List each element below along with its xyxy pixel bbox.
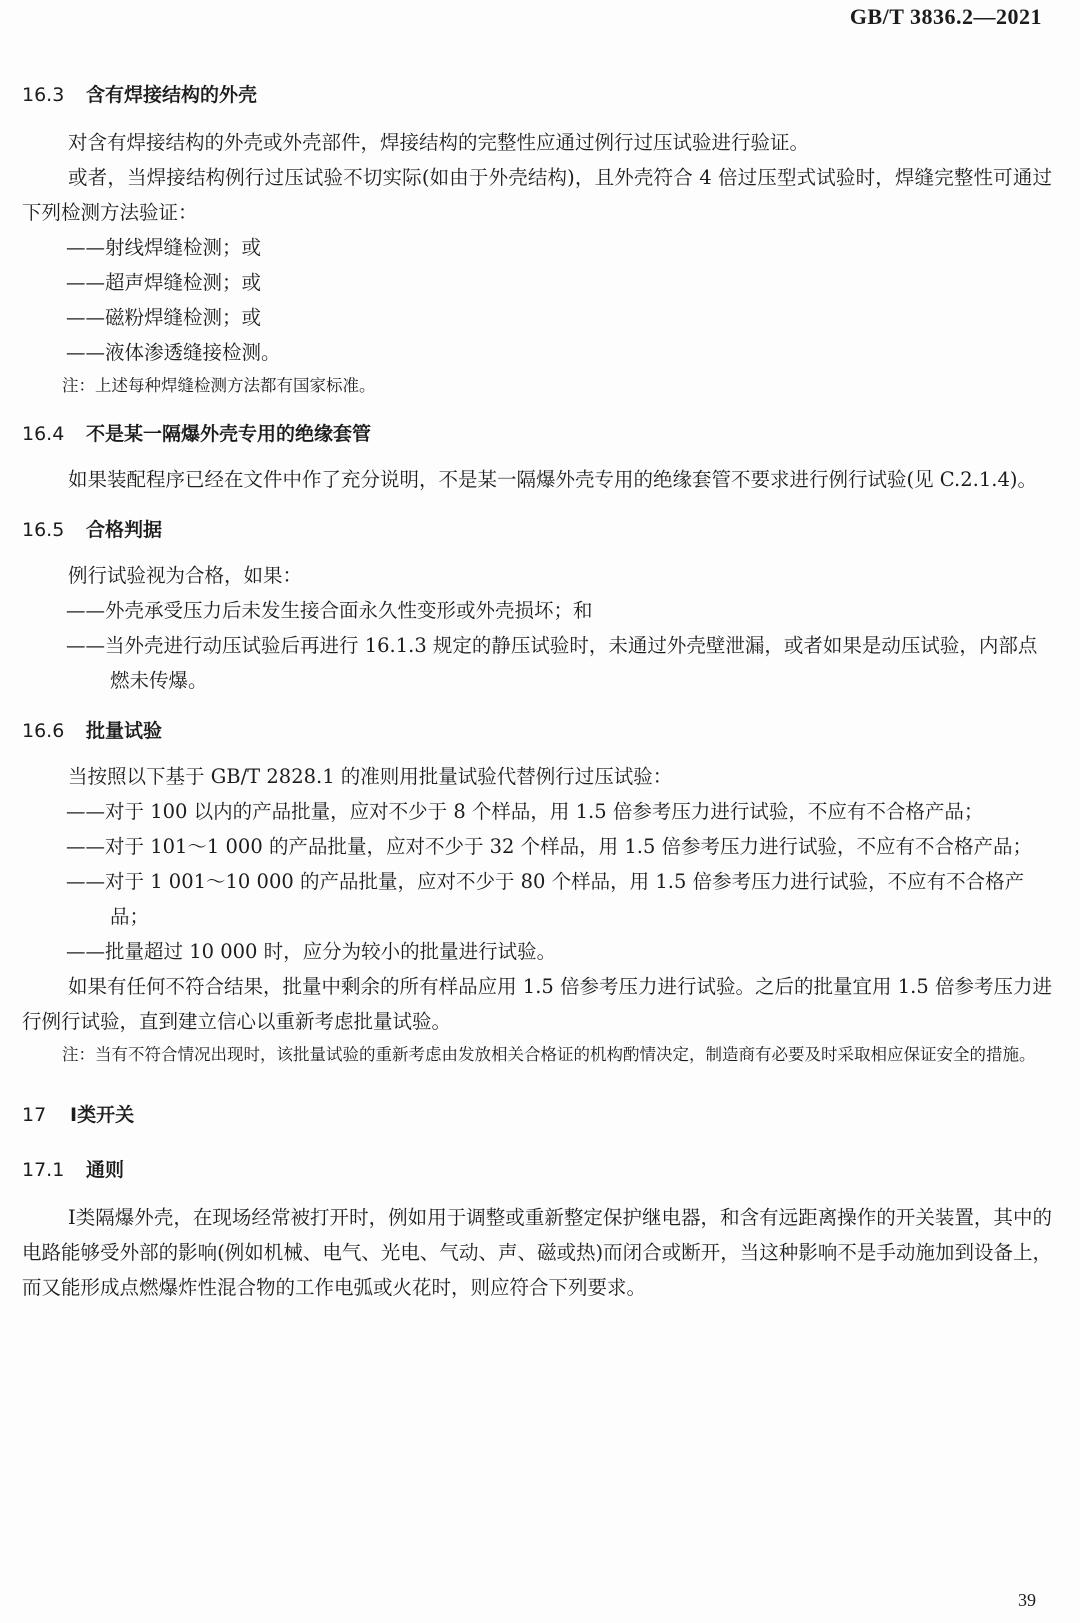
list-item: ——对于 1 001～10 000 的产品批量，应对不少于 80 个样品，用 1.5 倍参考压力进行试验，不应有不合格产品； bbox=[66, 870, 1025, 928]
standard-code: GB/T 3836.2—2021 bbox=[849, 4, 1042, 29]
section-number: 16.6 bbox=[22, 720, 65, 742]
list-item: ——批量超过 10 000 时，应分为较小的批量进行试验。 bbox=[66, 940, 557, 963]
list-item: ——外壳承受压力后未发生接合面永久性变形或外壳损坏；和 bbox=[66, 599, 593, 622]
section-title: 含有焊接结构的外壳 bbox=[86, 84, 258, 106]
page-number: 39 bbox=[1018, 1590, 1036, 1610]
section-16-4-heading bbox=[22, 419, 1052, 446]
section-number: 16.4 bbox=[22, 423, 65, 445]
paragraph: 如果装配程序已经在文件中作了充分说明，不是某一隔爆外壳专用的绝缘套管不要求进行例行试验(见 C.2.1.4)。 bbox=[68, 468, 1037, 491]
section-title: Ⅰ类开关 bbox=[70, 1104, 135, 1126]
list-item: ——当外壳进行动压试验后再进行 16.1.3 规定的静压试验时，未通过外壳壁泄漏，或者如果是动压试验，内部点燃未传爆。 bbox=[66, 634, 1038, 692]
section-17-1-heading bbox=[22, 1155, 1052, 1182]
paragraph: 当按照以下基于 GB/T 2828.1 的准则用批量试验代替例行过压试验： bbox=[68, 765, 673, 788]
section-number: 17.1 bbox=[22, 1159, 65, 1181]
section-16-3-heading bbox=[22, 80, 1052, 107]
section-title: 批量试验 bbox=[86, 720, 163, 742]
list-item: ——磁粉焊缝检测；或 bbox=[66, 306, 262, 329]
section-title: 通则 bbox=[86, 1159, 125, 1181]
section-16-5-heading bbox=[22, 515, 1052, 542]
section-title: 合格判据 bbox=[86, 519, 163, 541]
section-title: 不是某一隔爆外壳专用的绝缘套管 bbox=[86, 423, 372, 445]
section-number: 16.5 bbox=[22, 519, 65, 541]
paragraph: Ⅰ类隔爆外壳，在现场经常被打开时，例如用于调整或重新整定保护继电器，和含有远距离操作的开关装置，其中的电路能够受外部的影响(例如机械、电气、光电、气动、声、磁或热)而闭合或断开，当这种影响不是手动施加到设备上，而又能形成点燃爆炸性混合物的工作电弧或火花时，则应符合下列要求。 bbox=[22, 1206, 1052, 1299]
section-number: 16.3 bbox=[22, 84, 65, 106]
paragraph: 对含有焊接结构的外壳或外壳部件，焊接结构的完整性应通过例行过压试验进行验证。 bbox=[68, 131, 810, 154]
list-item: ——超声焊缝检测；或 bbox=[66, 271, 262, 294]
list-item: ——射线焊缝检测；或 bbox=[66, 236, 262, 259]
paragraph: 例行试验视为合格，如果： bbox=[68, 564, 303, 587]
section-16-6-heading bbox=[22, 716, 1052, 743]
paragraph: 或者，当焊接结构例行过压试验不切实际(如由于外壳结构)，且外壳符合 4 倍过压型式试验时，焊缝完整性可通过下列检测方法验证： bbox=[22, 166, 1052, 224]
clause-17-heading bbox=[22, 1100, 1052, 1127]
section-number: 17 bbox=[22, 1104, 47, 1126]
list-item: ——对于 100 以内的产品批量，应对不少于 8 个样品，用 1.5 倍参考压力进行试验，不应有不合格产品； bbox=[66, 800, 984, 823]
list-item: ——对于 101～1 000 的产品批量，应对不少于 32 个样品，用 1.5 倍参考压力进行试验，不应有不合格产品； bbox=[66, 835, 1033, 858]
list-item: ——液体渗透缝接检测。 bbox=[66, 341, 281, 364]
note: 注：当有不符合情况出现时，该批量试验的重新考虑由发放相关合格证的机构酌情决定，制造商有必要及时采取相应保证安全的措施。 bbox=[62, 1045, 1036, 1064]
note: 注：上述每种焊缝检测方法都有国家标准。 bbox=[62, 376, 376, 395]
paragraph: 如果有任何不符合结果，批量中剩余的所有样品应用 1.5 倍参考压力进行试验。之后的批量宜用 1.5 倍参考压力进行例行试验，直到建立信心以重新考虑批量试验。 bbox=[22, 975, 1052, 1033]
document-body bbox=[22, 80, 1052, 1305]
